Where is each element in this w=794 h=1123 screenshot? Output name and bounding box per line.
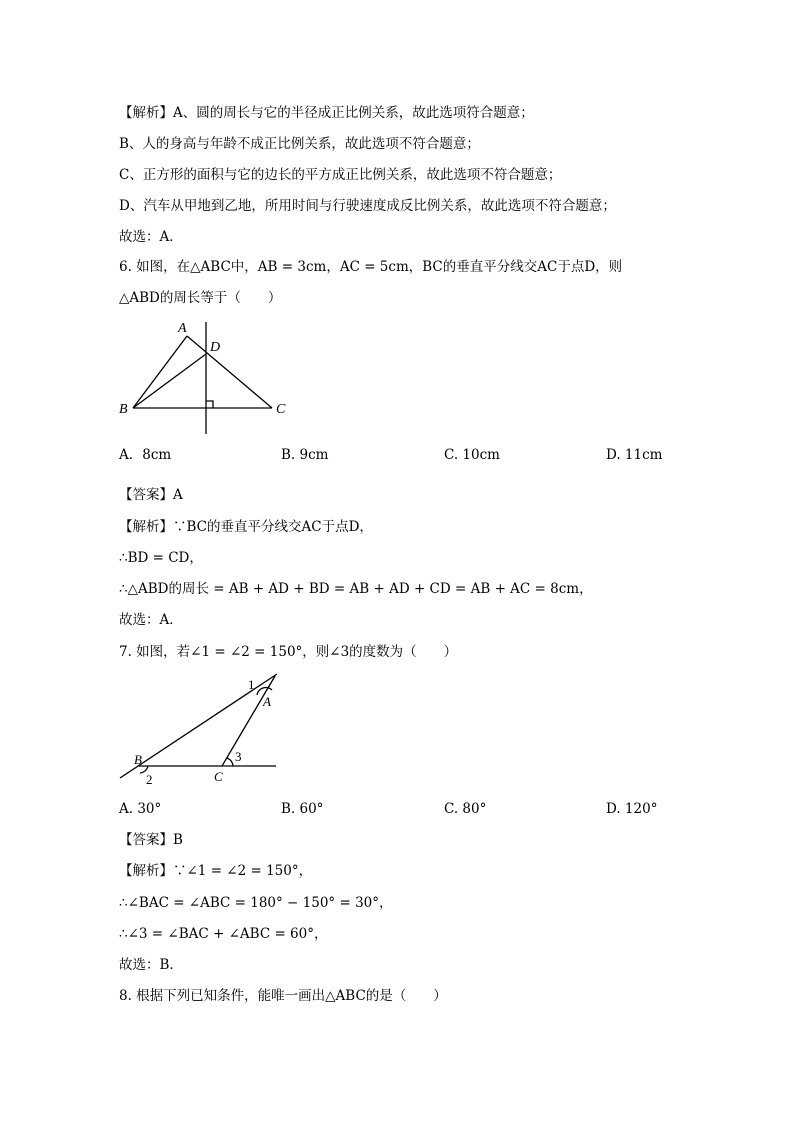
q6-analysis-line-2: ∴BD = CD， bbox=[119, 550, 203, 566]
q7-answer: 【答案】B bbox=[119, 832, 183, 848]
q7-option-d: D. 120° bbox=[606, 801, 658, 817]
label-2: 2 bbox=[146, 772, 153, 787]
q6-stem-line-2: △ABD的周长等于（ ） bbox=[119, 290, 282, 306]
q6-option-b: B. 9cm bbox=[281, 447, 329, 463]
q7-stem: 7. 如图，若∠1 = ∠2 = 150°，则∠3的度数为（ ） bbox=[119, 644, 458, 660]
q5-conclusion: 故选：A． bbox=[119, 229, 183, 245]
label-3: 3 bbox=[235, 749, 242, 764]
q7-analysis-line-3: ∴∠3 = ∠BAC + ∠ABC = 60°， bbox=[119, 926, 328, 942]
q8-stem: 8. 根据下列已知条件，能唯一画出△ABC的是（ ） bbox=[119, 988, 447, 1004]
segment-ab bbox=[133, 336, 187, 408]
segment-bd bbox=[133, 354, 206, 408]
q6-stem-line-1: 6. 如图，在△ABC中，AB = 3cm，AC = 5cm，BC的垂直平分线交AC于点D，则 bbox=[119, 259, 623, 275]
label-d: D bbox=[210, 340, 221, 355]
label-1: 1 bbox=[248, 677, 255, 692]
label-a: A bbox=[263, 694, 271, 709]
label-a: A bbox=[178, 321, 187, 336]
q7-analysis-line-2: ∴∠BAC = ∠ABC = 180° − 150° = 30°， bbox=[119, 895, 393, 911]
q6-analysis-line-1: 【解析】∵BC的垂直平分线交AC于点D， bbox=[119, 519, 373, 535]
q6-answer: 【答案】A bbox=[119, 487, 183, 503]
q7-analysis-line-1: 【解析】∵∠1 = ∠2 = 150°， bbox=[119, 863, 313, 879]
q7-option-b: B. 60° bbox=[281, 801, 324, 817]
q6-analysis-line-3: ∴△ABD的周长 = AB + AD + BD = AB + AD + CD = AB + AC = 8cm， bbox=[119, 581, 593, 597]
label-c: C bbox=[276, 402, 286, 417]
angle-3-arc bbox=[227, 758, 233, 766]
q6-option-c: C. 10cm bbox=[444, 447, 500, 463]
q5-analysis-line-4: D、汽车从甲地到乙地，所用时间与行驶速度成反比例关系，故此选项不符合题意； bbox=[119, 198, 616, 214]
label-c: C bbox=[214, 769, 223, 784]
right-angle-mark bbox=[206, 401, 213, 408]
q6-triangle-figure bbox=[110, 318, 300, 438]
q5-analysis-line-2: B、人的身高与年龄不成正比例关系，故此选项不符合题意； bbox=[119, 136, 480, 152]
label-b: B bbox=[119, 402, 128, 417]
q7-option-a: A. 30° bbox=[119, 801, 162, 817]
q7-conclusion: 故选：B． bbox=[119, 957, 183, 973]
segment-ac bbox=[187, 336, 272, 408]
q6-option-a: A．8cm bbox=[119, 447, 172, 463]
q7-angle-figure bbox=[110, 668, 290, 788]
q7-option-c: C. 80° bbox=[444, 801, 487, 817]
q5-analysis-line-1: 【解析】A、圆的周长与它的半径成正比例关系，故此选项符合题意； bbox=[119, 105, 534, 121]
q5-analysis-line-3: C、正方形的面积与它的边长的平方成正比例关系，故此选项不符合题意； bbox=[119, 167, 562, 183]
q6-option-d: D. 11cm bbox=[606, 447, 663, 463]
q6-conclusion: 故选：A． bbox=[119, 612, 183, 628]
label-b: B bbox=[134, 752, 142, 767]
